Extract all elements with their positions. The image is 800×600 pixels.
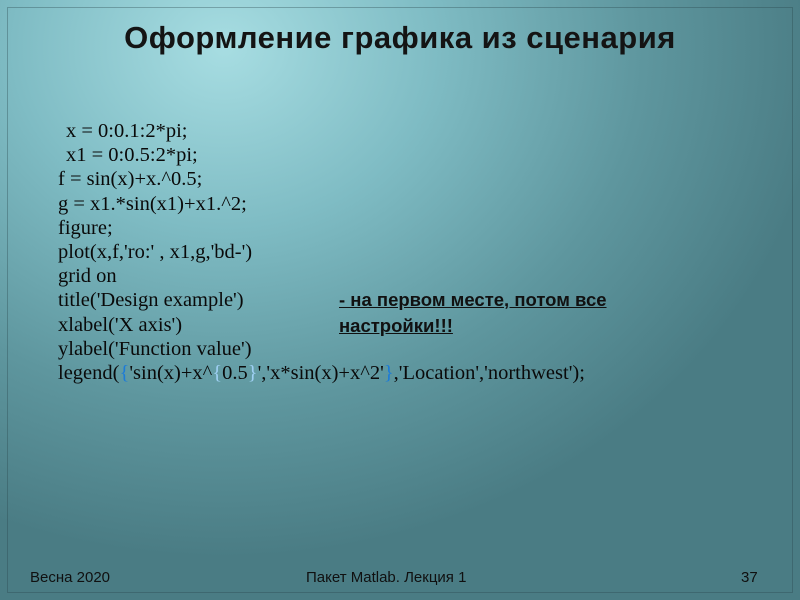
- code-line: x1 = 0:0.5:2*pi;: [66, 144, 198, 167]
- code-line: x = 0:0.1:2*pi;: [66, 120, 188, 142]
- code-line: ylabel('Function value'): [58, 337, 252, 360]
- annotation-note: - на первом месте, потом все настройки!!!: [339, 289, 607, 336]
- code-line: plot(x,f,'ro:' , x1,g,'bd-'): [58, 241, 253, 264]
- code-line: xlabel('X axis'): [58, 313, 183, 336]
- exponent-value: 0.5: [222, 362, 248, 385]
- slide-title: Оформление графика из сценария: [124, 20, 676, 55]
- exponent-brace-open: {: [212, 362, 223, 385]
- legend-code-line: [58, 361, 585, 385]
- code-line: figure;: [58, 216, 113, 239]
- code-line: g = x1.*sin(x1)+x1.^2;: [58, 192, 247, 215]
- cell-brace-open: {: [119, 362, 130, 385]
- legend-call-prefix: legend(: [58, 362, 120, 385]
- code-line: grid on: [58, 265, 117, 288]
- page-number: 37: [741, 569, 758, 586]
- legend-string-rest: ','x*sin(x)+x^2': [257, 362, 384, 385]
- footer-course: Пакет Matlab. Лекция 1: [306, 569, 467, 586]
- code-line: title('Design example'): [58, 289, 244, 312]
- cell-brace-close: }: [383, 362, 394, 385]
- code-block: [58, 119, 585, 385]
- exponent-brace-close: }: [247, 362, 258, 385]
- legend-call-suffix: ,'Location','northwest');: [393, 362, 585, 385]
- code-line: f = sin(x)+x.^0.5;: [58, 168, 203, 191]
- footer-date: Весна 2020: [30, 569, 111, 586]
- legend-string-start: 'sin(x)+x^: [129, 362, 213, 385]
